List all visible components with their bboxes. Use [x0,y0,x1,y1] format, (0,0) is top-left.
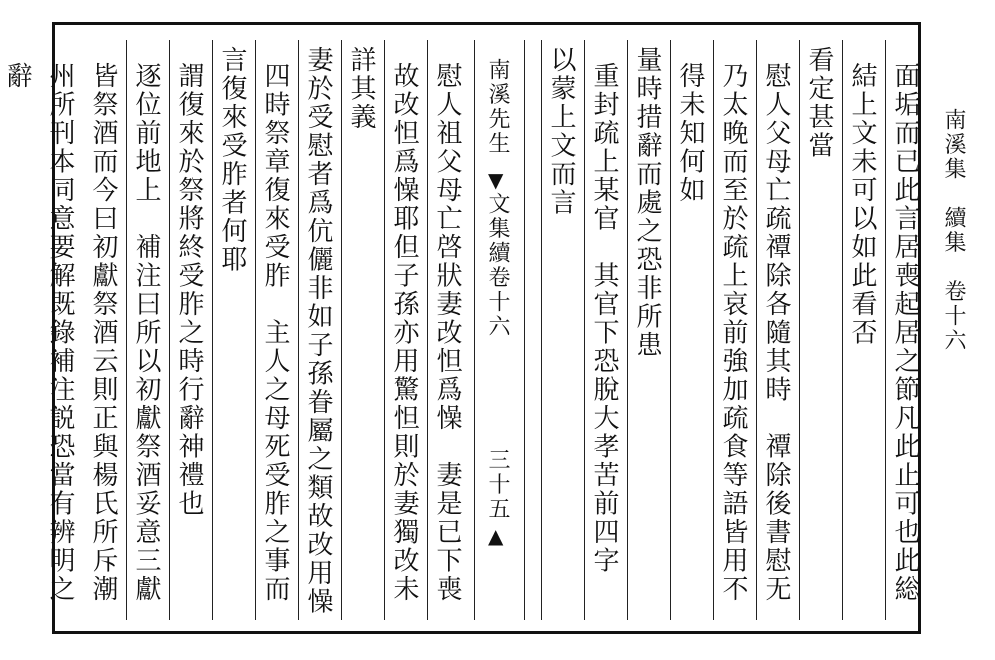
text-column-5: 乃太晚而至於疏上哀前強加疏食等語皆用不 [718,62,748,604]
column-rule [212,40,213,620]
text-column-1: 面垢而已此言居喪起居之節凡此止可也此総 [890,62,920,604]
column-rule [627,40,628,620]
column-rule [756,40,757,620]
text-column-15: 言復來受胙者何耶 [217,46,247,274]
text-column-2: 結上文未可以如此看否 [847,62,877,347]
text-column-11: 故改怛爲懆耶但子孫亦用驚怛則於妻獨改未 [389,62,419,604]
fish-tail-ornament-icon: ▼ [488,168,504,192]
column-rule [126,40,127,620]
text-column-20: 辭 [2,62,32,91]
column-rule [341,40,342,620]
fold-page-number: 三十五 [485,448,510,522]
column-rule [584,40,585,620]
fold-rule-right [524,40,525,620]
fold-center-column [474,58,524,624]
column-rule [169,40,170,620]
column-rule [799,40,800,620]
column-rule [670,40,671,620]
column-rule [384,40,385,620]
fish-tail-ornament-bottom-icon: ▲ [488,524,504,548]
text-column-6: 得未知何如 [675,62,705,205]
column-rule [713,40,714,620]
text-column-8: 重封疏上某官 其官下恐脫大孝苦前四字 [589,62,619,575]
text-column-4: 慰人父母亡疏禫除各隨其時 禫除後書慰无 [761,62,791,604]
text-column-16: 謂復來於祭將終受胙之時行辭神禮也 [174,62,204,518]
column-rule [885,40,886,620]
text-column-9: 以蒙上文而言 [546,46,576,217]
fold-volume: 文集續卷十六 [485,192,510,339]
column-rule [298,40,299,620]
text-column-3: 看定甚當 [804,46,834,160]
text-column-17: 逐位前地上 補注曰所以初獻祭酒妥意三獻 [131,62,161,604]
text-column-12: 詳其義 [346,46,376,132]
text-column-14: 四時祭章復來受胙 主人之母死受胙之事而 [260,62,290,604]
fold-rule-left [474,40,475,620]
text-column-7: 量時措辭而處之恐非所患 [632,46,662,360]
fold-title: 南溪先生 [485,58,510,156]
column-rule [842,40,843,620]
column-rule [255,40,256,620]
text-column-18: 皆祭酒而今曰初獻祭酒云則正與楊氏所斥潮 [88,62,118,604]
running-title: 南溪集 續集 卷十六 [941,108,966,353]
text-column-19: 州所刊本同意要解既錄補注説恐當有辨明之 [45,62,75,604]
text-column-10: 慰人祖父母亡啓狀妻改怛爲懆 妻是已下喪 [432,62,462,604]
column-rule [541,40,542,620]
text-column-13: 妻於受慰者爲伉儷非如子孫眷屬之類故改用懆 [303,46,333,616]
column-rule [427,40,428,620]
